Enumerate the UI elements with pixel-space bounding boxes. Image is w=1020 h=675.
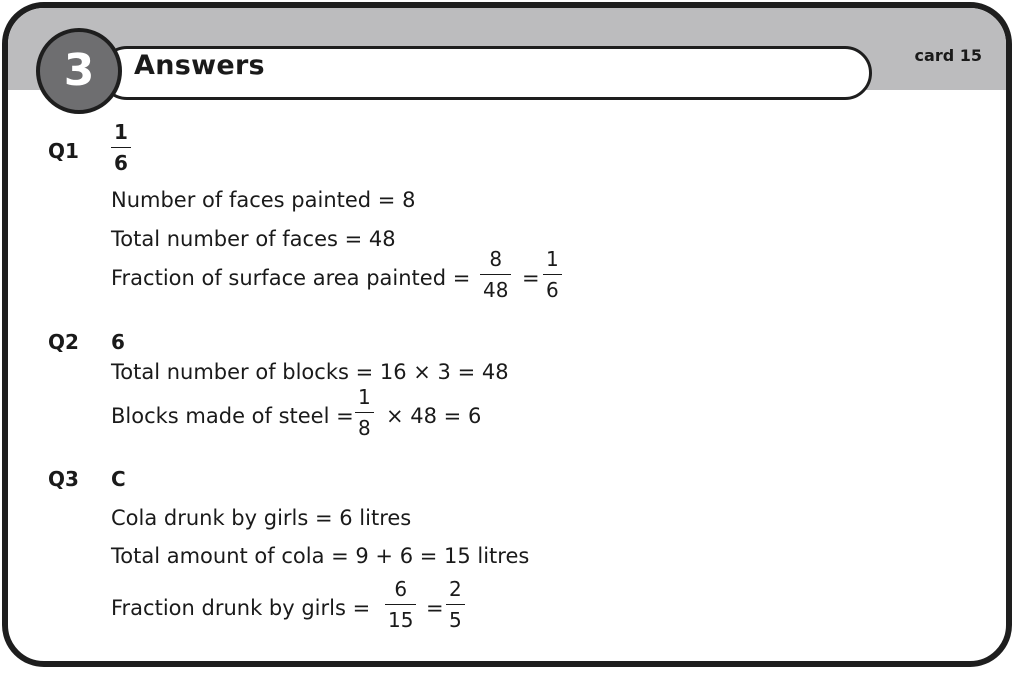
q3-line-fraction-text: Fraction drunk by girls = xyxy=(111,596,371,620)
fraction-bar xyxy=(111,147,131,148)
fraction-bar xyxy=(446,604,465,605)
q2-fraction-1-8 xyxy=(355,385,374,440)
q1-label: Q1 xyxy=(48,139,79,163)
card-number-label: card 15 xyxy=(914,46,982,65)
q3-line-total-cola: Total amount of cola = 9 + 6 = 15 litres xyxy=(111,544,530,568)
q1-fraction-8-48 xyxy=(480,247,511,302)
q2-line-steel-text: Blocks made of steel = xyxy=(111,404,354,428)
fraction-denominator: 8 xyxy=(358,416,371,440)
fraction-numerator: 1 xyxy=(546,247,559,271)
q1-fraction-1-6 xyxy=(543,247,562,302)
q1-line-faces-painted: Number of faces painted = 8 xyxy=(111,188,416,212)
fraction-bar xyxy=(480,274,511,275)
fraction-denominator: 6 xyxy=(546,278,559,302)
page-title: Answers xyxy=(134,50,265,81)
fraction-denominator: 15 xyxy=(388,608,414,632)
q1-line-fraction-text: Fraction of surface area painted = xyxy=(111,266,471,290)
fraction-numerator: 2 xyxy=(449,577,462,601)
fraction-numerator: 8 xyxy=(489,247,503,271)
q2-line-steel-tail: × 48 = 6 xyxy=(386,404,482,428)
q2-line-total-blocks: Total number of blocks = 16 × 3 = 48 xyxy=(111,360,509,384)
q3-line-cola-girls: Cola drunk by girls = 6 litres xyxy=(111,506,412,530)
fraction-numerator: 1 xyxy=(114,120,128,144)
fraction-bar xyxy=(355,412,374,413)
fraction-denominator: 48 xyxy=(483,278,509,302)
fraction-numerator: 6 xyxy=(394,577,408,601)
fraction-denominator: 5 xyxy=(449,608,462,632)
q3-answer: C xyxy=(111,467,126,491)
fraction-bar xyxy=(385,604,416,605)
q2-answer: 6 xyxy=(111,330,125,354)
q3-fraction-6-15 xyxy=(385,577,416,632)
q3-equals-sign: = xyxy=(426,596,444,620)
q1-line-total-faces: Total number of faces = 48 xyxy=(111,227,396,251)
q2-label: Q2 xyxy=(48,330,79,354)
q3-fraction-2-5 xyxy=(446,577,465,632)
fraction-denominator: 6 xyxy=(114,151,128,175)
q3-label: Q3 xyxy=(48,467,79,491)
q1-equals-sign: = xyxy=(522,266,540,290)
fraction-bar xyxy=(543,274,562,275)
fraction-numerator: 1 xyxy=(358,385,371,409)
section-number-badge: 3 xyxy=(36,28,122,114)
q1-answer-fraction xyxy=(111,120,131,175)
